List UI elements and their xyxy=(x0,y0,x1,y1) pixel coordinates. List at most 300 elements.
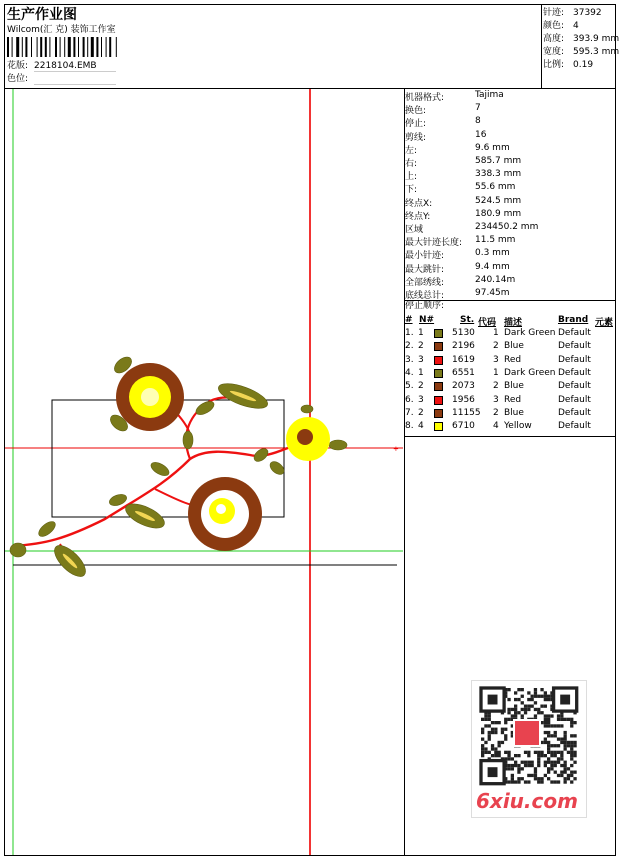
row-brand: Default xyxy=(558,328,591,338)
table-row xyxy=(405,381,615,394)
qr-module xyxy=(564,764,567,767)
qr-module xyxy=(534,771,537,774)
guide-end-marker: + xyxy=(393,445,399,453)
qr-module xyxy=(534,767,537,770)
qr-module xyxy=(517,754,520,757)
qr-module xyxy=(573,751,576,754)
row-stitches: 2073 xyxy=(452,381,475,392)
info-label: 终点X: xyxy=(405,198,433,209)
qr-module xyxy=(554,734,557,737)
qr-module xyxy=(550,780,553,783)
qr-module xyxy=(527,764,530,767)
qr-module xyxy=(560,724,563,727)
table-row xyxy=(405,341,615,354)
qr-module xyxy=(570,771,573,774)
qr-module xyxy=(491,731,494,734)
row-code: 2 xyxy=(493,407,499,418)
barcode-bar xyxy=(40,37,42,57)
qr-module xyxy=(537,764,540,767)
qr-module xyxy=(564,741,567,744)
qr-module xyxy=(570,774,573,777)
qr-module xyxy=(567,774,570,777)
qr-module xyxy=(534,751,537,754)
info-label: 底线总计: xyxy=(405,291,445,301)
qr-module xyxy=(534,695,537,698)
qr-module xyxy=(488,718,491,721)
qr-module xyxy=(547,741,550,744)
qr-module xyxy=(557,757,560,760)
qr-module xyxy=(514,714,517,717)
qr-module xyxy=(557,744,560,747)
row-index: 4. xyxy=(405,367,414,378)
qr-module xyxy=(504,751,507,754)
row-needle: 3 xyxy=(418,354,424,365)
qr-module xyxy=(540,688,543,691)
qr-module xyxy=(527,708,530,711)
qr-module xyxy=(544,721,547,724)
barcode-bar xyxy=(37,37,38,57)
qr-module xyxy=(560,738,563,741)
qr-module xyxy=(527,705,530,708)
qr-finder-center xyxy=(560,695,570,705)
row-brand: Default xyxy=(558,367,591,378)
qr-module xyxy=(488,724,491,727)
qr-module xyxy=(550,751,553,754)
info-value: 8 xyxy=(475,116,481,127)
qr-module xyxy=(550,767,553,770)
qr-module xyxy=(564,744,567,747)
qr-module xyxy=(504,734,507,737)
qr-module xyxy=(547,747,550,750)
qr-module xyxy=(507,708,510,711)
qr-module xyxy=(554,744,557,747)
qr-module xyxy=(481,738,484,741)
row-code: 3 xyxy=(493,394,499,405)
barcode-bar xyxy=(109,37,111,57)
qr-module xyxy=(544,714,547,717)
thread-color-swatch xyxy=(434,342,443,351)
barcode-bar xyxy=(78,37,79,57)
flower-highlight xyxy=(216,504,226,514)
qr-module xyxy=(547,714,550,717)
qr-module xyxy=(517,767,520,770)
qr-module xyxy=(547,751,550,754)
thread-color-swatch xyxy=(434,396,443,405)
qr-module xyxy=(534,708,537,711)
qr-module xyxy=(570,741,573,744)
qr-module xyxy=(524,780,527,783)
barcode-bar xyxy=(91,37,94,57)
watermark-logo: 6xiu.com xyxy=(476,789,578,813)
qr-module xyxy=(507,688,510,691)
row-stitches: 6551 xyxy=(452,367,475,378)
qr-module xyxy=(517,771,520,774)
qr-module xyxy=(488,738,491,741)
qr-module xyxy=(531,761,534,764)
info-label: 停止: xyxy=(405,119,427,130)
qr-module xyxy=(507,718,510,721)
col-header-index: # xyxy=(405,315,413,325)
row-brand: Default xyxy=(558,354,591,365)
qr-module xyxy=(527,691,530,694)
qr-module xyxy=(554,764,557,767)
info-value: 55.6 mm xyxy=(475,182,516,193)
barcode-bar xyxy=(31,37,32,57)
thread-color-swatch xyxy=(434,369,443,378)
qr-module xyxy=(481,728,484,731)
col-header-description: 描述 xyxy=(504,318,523,328)
qr-module xyxy=(564,718,567,721)
qr-module xyxy=(570,780,573,783)
qr-module xyxy=(560,754,563,757)
qr-module xyxy=(484,718,487,721)
pattern-value: 2218104.EMB xyxy=(34,61,97,71)
qr-module xyxy=(514,705,517,708)
qr-module xyxy=(567,741,570,744)
qr-module xyxy=(544,774,547,777)
qr-module xyxy=(527,754,530,757)
qr-module xyxy=(570,754,573,757)
row-index: 8. xyxy=(405,421,414,432)
qr-module xyxy=(534,774,537,777)
qr-module xyxy=(544,695,547,698)
middle-flower xyxy=(188,477,262,551)
info-value: 585.7 mm xyxy=(475,156,522,166)
col-header-element: 元素 xyxy=(595,318,614,328)
qr-module xyxy=(527,761,530,764)
barcode-bar xyxy=(25,37,27,57)
qr-module xyxy=(554,761,557,764)
qr-module xyxy=(547,698,550,701)
row-brand: Default xyxy=(558,421,591,432)
qr-module xyxy=(494,747,497,750)
row-needle: 1 xyxy=(418,367,424,378)
table-row xyxy=(405,395,615,408)
leaf xyxy=(36,519,58,540)
qr-module xyxy=(517,688,520,691)
qr-module xyxy=(544,764,547,767)
qr-module xyxy=(560,774,563,777)
row-brand: Default xyxy=(558,394,591,405)
qr-module xyxy=(531,698,534,701)
qr-module xyxy=(517,780,520,783)
qr-module xyxy=(494,721,497,724)
row-description: Blue xyxy=(504,407,524,418)
row-stitches: 5130 xyxy=(452,328,475,338)
qr-module xyxy=(573,771,576,774)
qr-module xyxy=(511,780,514,783)
row-description: Yellow xyxy=(504,421,532,432)
qr-module xyxy=(547,771,550,774)
qr-module xyxy=(491,744,494,747)
row-stitches: 2196 xyxy=(452,341,475,352)
barcode-bar xyxy=(96,37,98,57)
qr-module xyxy=(567,777,570,780)
qr-module xyxy=(544,718,547,721)
col-header-code: 代码 xyxy=(478,318,497,328)
info-value: 9.6 mm xyxy=(475,142,510,153)
qr-module xyxy=(514,698,517,701)
row-description: Blue xyxy=(504,381,524,392)
pattern-underline xyxy=(34,71,116,72)
qr-module xyxy=(560,718,563,721)
qr-module xyxy=(511,767,514,770)
qr-module xyxy=(521,688,524,691)
qr-module xyxy=(511,774,514,777)
row-code: 1 xyxy=(493,367,499,378)
color-label: 色位: xyxy=(7,74,29,84)
qr-module xyxy=(531,764,534,767)
qr-module xyxy=(570,718,573,721)
qr-module xyxy=(550,754,553,757)
qr-module xyxy=(527,774,530,777)
qr-module xyxy=(550,724,553,727)
leaf xyxy=(329,440,347,450)
qr-module xyxy=(573,754,576,757)
qr-module xyxy=(547,767,550,770)
qr-module xyxy=(567,718,570,721)
qr-module xyxy=(540,777,543,780)
qr-finder-center xyxy=(488,695,498,705)
qr-module xyxy=(521,761,524,764)
qr-module xyxy=(511,714,514,717)
stop-sequence-title: 停止顺序: xyxy=(405,301,445,311)
qr-module xyxy=(534,691,537,694)
qr-module xyxy=(554,771,557,774)
table-row xyxy=(405,368,615,381)
qr-module xyxy=(501,731,504,734)
qr-module xyxy=(573,744,576,747)
qr-module xyxy=(570,751,573,754)
barcode-bar xyxy=(55,37,57,57)
qr-module xyxy=(514,708,517,711)
qr-module xyxy=(567,767,570,770)
header-divider xyxy=(541,4,542,88)
qr-module xyxy=(534,777,537,780)
qr-module xyxy=(524,751,527,754)
qr-module xyxy=(481,718,484,721)
qr-module xyxy=(557,774,560,777)
qr-module xyxy=(507,751,510,754)
qr-module xyxy=(488,751,491,754)
stat-stitches: 针迹: 37392 xyxy=(543,8,602,18)
qr-module xyxy=(521,777,524,780)
row-index: 6. xyxy=(405,394,414,405)
qr-module xyxy=(560,764,563,767)
qr-module xyxy=(537,711,540,714)
qr-module xyxy=(547,744,550,747)
qr-module xyxy=(540,705,543,708)
row-description: Blue xyxy=(504,341,524,352)
qr-module xyxy=(544,698,547,701)
qr-module xyxy=(537,708,540,711)
qr-module xyxy=(481,754,484,757)
qr-module xyxy=(554,751,557,754)
barcode-bar xyxy=(64,37,65,57)
qr-module xyxy=(573,761,576,764)
qr-module xyxy=(524,761,527,764)
row-description: Dark Green xyxy=(504,367,556,378)
qr-module xyxy=(491,747,494,750)
qr-module xyxy=(540,751,543,754)
row-index: 2. xyxy=(405,341,414,352)
info-label: 终点Y: xyxy=(405,211,431,222)
qr-module xyxy=(504,728,507,731)
qr-module xyxy=(507,754,510,757)
row-index: 1. xyxy=(405,328,414,338)
barcode-bar xyxy=(7,37,9,57)
leaf xyxy=(194,399,216,418)
row-needle: 2 xyxy=(418,381,424,392)
barcode-bar xyxy=(106,37,107,57)
qr-module xyxy=(521,701,524,704)
qr-module xyxy=(498,754,501,757)
qr-module xyxy=(544,761,547,764)
info-value: 97.45m xyxy=(475,288,510,298)
flower-highlight xyxy=(141,388,159,406)
qr-module xyxy=(560,714,563,717)
qr-module xyxy=(527,780,530,783)
qr-module xyxy=(484,741,487,744)
stat-colors: 颜色: 4 xyxy=(543,21,579,31)
top-flower xyxy=(116,363,184,431)
qr-module xyxy=(484,714,487,717)
qr-module xyxy=(488,714,491,717)
row-stitches: 1619 xyxy=(452,354,475,365)
color-underline xyxy=(34,84,116,85)
qr-module xyxy=(494,728,497,731)
qr-module xyxy=(573,734,576,737)
barcode xyxy=(7,37,141,57)
qr-module xyxy=(498,721,501,724)
qr-module xyxy=(573,777,576,780)
qr-module xyxy=(557,738,560,741)
qr-module xyxy=(537,780,540,783)
qr-module xyxy=(537,757,540,760)
qr-module xyxy=(547,724,550,727)
qr-module xyxy=(544,741,547,744)
qr-module xyxy=(521,708,524,711)
qr-module xyxy=(501,728,504,731)
qr-module xyxy=(547,721,550,724)
row-code: 2 xyxy=(493,381,499,392)
qr-module xyxy=(557,714,560,717)
qr-module xyxy=(514,691,517,694)
qr-module xyxy=(498,741,501,744)
qr-module xyxy=(540,780,543,783)
qr-module xyxy=(554,724,557,727)
row-brand: Default xyxy=(558,407,591,418)
qr-center-logo xyxy=(514,720,540,746)
row-index: 7. xyxy=(405,407,414,418)
thread-color-swatch xyxy=(434,422,443,431)
info-label: 换色: xyxy=(405,106,427,117)
qr-module xyxy=(491,728,494,731)
barcode-bar xyxy=(16,37,19,57)
barcode-bar xyxy=(60,37,61,57)
qr-module xyxy=(550,714,553,717)
qr-module xyxy=(507,711,510,714)
qr-module xyxy=(494,754,497,757)
qr-module xyxy=(564,738,567,741)
qr-module xyxy=(544,705,547,708)
barcode-bar xyxy=(68,37,71,57)
leaf xyxy=(10,543,26,557)
info-label: 全部绣线: xyxy=(405,277,445,288)
stat-height: 高度: 393.9 mm xyxy=(543,34,620,44)
flower-center xyxy=(297,429,313,445)
barcode-bar xyxy=(83,37,85,57)
qr-module xyxy=(481,744,484,747)
qr-module xyxy=(488,731,491,734)
qr-module xyxy=(573,741,576,744)
row-needle: 1 xyxy=(418,328,424,338)
qr-module xyxy=(521,714,524,717)
stat-width: 宽度: 595.3 mm xyxy=(543,47,620,57)
info-label: 区域 xyxy=(405,225,424,235)
qr-module xyxy=(484,751,487,754)
info-label: 最小针迹: xyxy=(405,251,445,262)
info-value: 240.14m xyxy=(475,274,516,285)
qr-module xyxy=(564,767,567,770)
qr-module xyxy=(527,751,530,754)
qr-module xyxy=(514,761,517,764)
qr-module xyxy=(507,780,510,783)
qr-module xyxy=(507,757,510,760)
col-header-stitches: St. xyxy=(460,315,475,325)
info-label: 最大跳针: xyxy=(405,264,445,275)
qr-module xyxy=(507,764,510,767)
row-stitches: 6710 xyxy=(452,421,475,432)
row-code: 2 xyxy=(493,341,499,352)
page-title: 生产作业图 xyxy=(7,7,77,23)
qr-module xyxy=(514,764,517,767)
table-row xyxy=(405,328,615,341)
row-brand: Default xyxy=(558,381,591,392)
qr-module xyxy=(507,767,510,770)
qr-module xyxy=(547,695,550,698)
row-index: 3. xyxy=(405,354,414,365)
qr-module xyxy=(491,721,494,724)
qr-module xyxy=(544,731,547,734)
info-value: 16 xyxy=(475,129,487,140)
info-label: 机器格式: xyxy=(405,93,445,103)
info-value: 180.9 mm xyxy=(475,208,522,219)
qr-module xyxy=(573,721,576,724)
info-value: 338.3 mm xyxy=(475,169,522,180)
leaf xyxy=(183,431,193,449)
qr-module xyxy=(524,711,527,714)
qr-module xyxy=(554,780,557,783)
qr-module xyxy=(481,731,484,734)
qr-module xyxy=(547,761,550,764)
qr-module xyxy=(537,695,540,698)
qr-module xyxy=(517,698,520,701)
qr-module xyxy=(524,764,527,767)
info-value: 11.5 mm xyxy=(475,235,516,246)
qr-module xyxy=(567,751,570,754)
col-header-brand: Brand xyxy=(558,315,589,325)
qr-module xyxy=(511,757,514,760)
qr-module xyxy=(560,741,563,744)
table-row xyxy=(405,355,615,368)
qr-module xyxy=(494,751,497,754)
qr-module xyxy=(534,688,537,691)
qr-module xyxy=(570,757,573,760)
info-value: 234450.2 mm xyxy=(475,222,539,232)
qr-module xyxy=(514,711,517,714)
qr-module xyxy=(491,754,494,757)
